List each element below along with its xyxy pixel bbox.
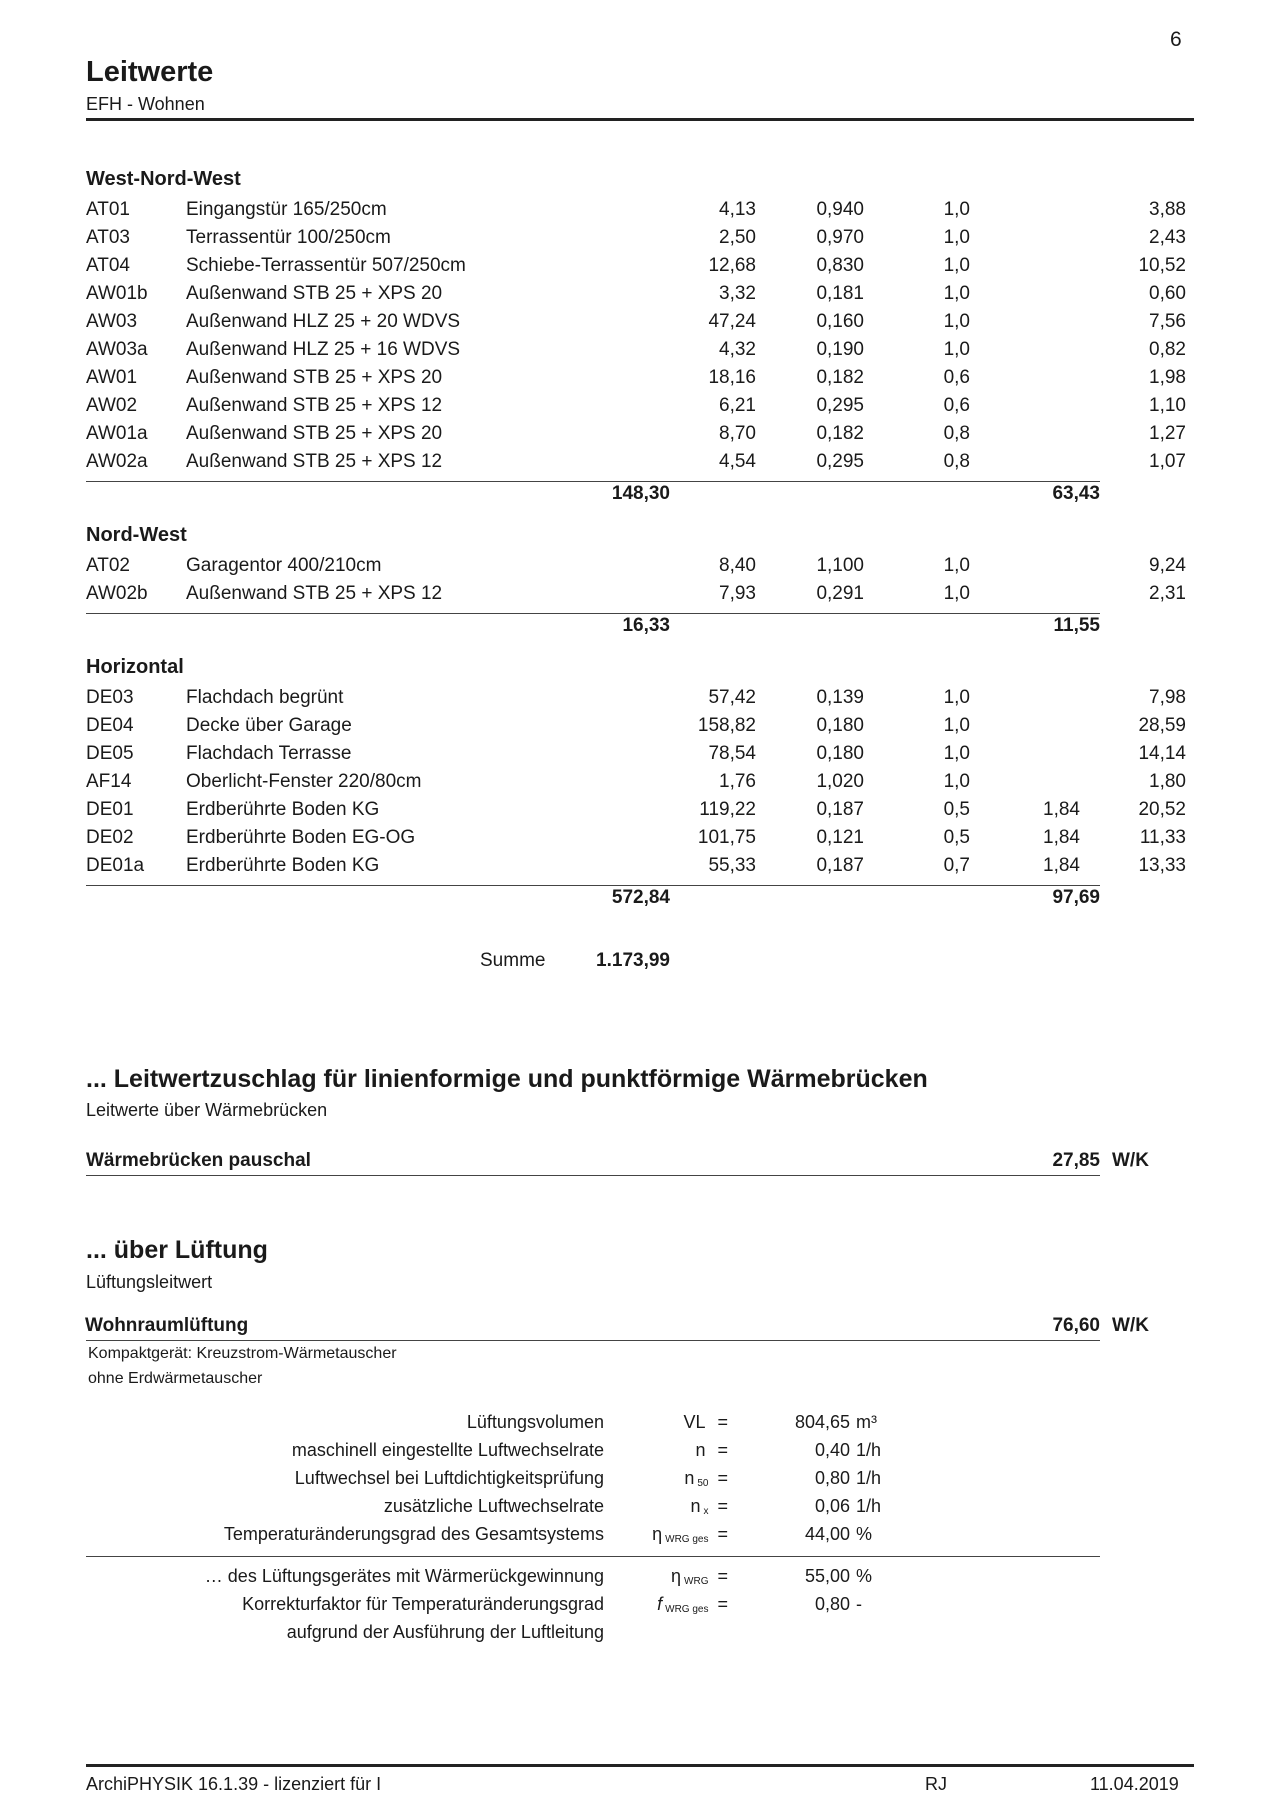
conductance-value: 28,59 — [1138, 715, 1186, 736]
area-value: 4,54 — [719, 451, 756, 472]
u-value: 0,180 — [816, 743, 864, 764]
param-unit: % — [856, 1566, 873, 1586]
ventilation-value: 76,60 — [1052, 1315, 1100, 1336]
area-value: 4,13 — [719, 199, 756, 220]
param-label: … des Lüftungsgerätes mit Wärmerückgewinnung — [204, 1566, 604, 1586]
u-value: 0,160 — [816, 311, 864, 332]
param-symbol-main: n — [695, 1440, 706, 1460]
area-value: 2,50 — [719, 227, 756, 248]
footer-initials: RJ — [925, 1774, 947, 1794]
area-value: 119,22 — [699, 799, 756, 820]
factor-value: 1,0 — [943, 555, 970, 576]
area-value: 8,70 — [719, 423, 756, 444]
param-symbol — [640, 1496, 728, 1517]
table-row — [86, 283, 1186, 311]
u-value: 0,830 — [816, 255, 864, 276]
u-value: 0,180 — [816, 715, 864, 736]
table-row — [86, 743, 1186, 771]
table-row — [86, 311, 1186, 339]
u-value: 0,295 — [816, 451, 864, 472]
element-name: Erdberührte Boden EG-OG — [186, 827, 416, 848]
element-code: AF14 — [86, 771, 132, 792]
ventilation-note-ground: ohne Erdwärmetauscher — [88, 1370, 263, 1387]
element-name: Oberlicht-Fenster 220/80cm — [186, 771, 422, 792]
element-name: Außenwand STB 25 + XPS 20 — [186, 283, 443, 304]
footer-rule — [86, 1764, 1194, 1767]
table-row — [86, 555, 1186, 583]
thermal-bridges-unit: W/K — [1112, 1150, 1149, 1171]
ventilation-rule — [86, 1340, 1100, 1341]
area-value: 1,76 — [719, 771, 756, 792]
conductance-value: 11,33 — [1139, 827, 1186, 848]
factor-value: 1,0 — [943, 339, 970, 360]
param-label: maschinell eingestellte Luftwechselrate — [291, 1440, 604, 1460]
param-symbol — [640, 1412, 728, 1433]
param-symbol — [640, 1594, 728, 1615]
conductance-value: 1,80 — [1149, 771, 1186, 792]
section-total-conductance: 97,69 — [1052, 887, 1100, 908]
summe-label: Summe — [480, 950, 546, 971]
u-value: 0,940 — [816, 199, 864, 220]
param-equals: = — [717, 1496, 728, 1516]
ventilation-subheading: Lüftungsleitwert — [86, 1272, 213, 1292]
conductance-value: 1,98 — [1149, 367, 1186, 388]
param-unit: m³ — [856, 1412, 877, 1432]
page-subtitle: EFH - Wohnen — [86, 94, 205, 114]
area-value: 101,75 — [697, 827, 756, 848]
u-value: 0,291 — [816, 583, 864, 604]
factor-value: 1,0 — [943, 583, 970, 604]
u-value: 0,121 — [816, 827, 864, 848]
area-value: 57,42 — [708, 687, 756, 708]
section-total-rule — [86, 613, 1100, 614]
table-row — [86, 451, 1186, 479]
param-symbol-main: n — [690, 1496, 701, 1516]
table-row — [86, 687, 1186, 715]
ground-factor-value: 1,84 — [1043, 799, 1080, 820]
header-rule — [86, 118, 1194, 121]
conductance-value: 0,82 — [1149, 339, 1186, 360]
element-name: Eingangstür 165/250cm — [186, 199, 387, 220]
thermal-bridges-label: Wärmebrücken pauschal — [86, 1150, 311, 1171]
conductance-value: 13,33 — [1138, 855, 1186, 876]
u-value: 1,100 — [816, 555, 864, 576]
param-value: 0,06 — [814, 1496, 850, 1516]
param-label: Luftwechsel bei Luftdichtigkeitsprüfung — [294, 1468, 604, 1488]
table-row — [86, 255, 1186, 283]
param-symbol-main: VL — [683, 1412, 706, 1432]
page-title: Leitwerte — [86, 56, 214, 88]
param-label: Lüftungsvolumen — [466, 1412, 604, 1432]
param-unit: 1/h — [856, 1440, 882, 1460]
table-row — [86, 339, 1186, 367]
u-value: 0,182 — [816, 367, 864, 388]
element-code: AW02b — [86, 583, 148, 604]
element-name: Außenwand STB 25 + XPS 20 — [186, 423, 443, 444]
factor-value: 0,7 — [943, 855, 970, 876]
element-name: Außenwand HLZ 25 + 16 WDVS — [186, 339, 461, 360]
thermal-bridges-rule — [86, 1175, 1100, 1176]
conductance-value: 7,56 — [1149, 311, 1186, 332]
param-value: 44,00 — [804, 1524, 850, 1544]
table-row — [86, 227, 1186, 255]
element-code: AW01 — [86, 367, 138, 388]
param-value: 804,65 — [794, 1412, 850, 1432]
table-row — [86, 799, 1186, 827]
param-unit: 1/h — [856, 1468, 882, 1488]
factor-value: 1,0 — [943, 283, 970, 304]
element-code: DE01a — [86, 855, 145, 876]
u-value: 0,295 — [816, 395, 864, 416]
param-symbol-main: n — [684, 1468, 695, 1488]
param-equals: = — [717, 1440, 728, 1460]
area-value: 55,33 — [708, 855, 756, 876]
area-value: 4,32 — [719, 339, 756, 360]
element-code: DE03 — [86, 687, 134, 708]
section-heading: Nord-West — [86, 524, 187, 546]
factor-value: 0,8 — [943, 451, 970, 472]
element-name: Erdberührte Boden KG — [186, 855, 380, 876]
factor-value: 1,0 — [943, 743, 970, 764]
thermal-bridges-value: 27,85 — [1052, 1150, 1100, 1171]
param-symbol — [640, 1622, 728, 1643]
param-symbol-subscript: x — [703, 1506, 709, 1517]
element-code: AT02 — [86, 555, 131, 576]
section-total-area: 572,84 — [611, 887, 670, 908]
element-code: AW01a — [86, 423, 148, 444]
u-value: 0,187 — [816, 799, 864, 820]
ground-factor-value: 1,84 — [1043, 855, 1080, 876]
element-code: AT04 — [86, 255, 131, 276]
param-unit: % — [856, 1524, 873, 1544]
factor-value: 0,5 — [943, 827, 970, 848]
element-code: AW02 — [86, 395, 138, 416]
conductance-value: 2,31 — [1149, 583, 1186, 604]
element-name: Flachdach Terrasse — [186, 743, 352, 764]
factor-value: 1,0 — [943, 255, 970, 276]
table-row — [86, 827, 1186, 855]
section-heading: West-Nord-West — [86, 168, 241, 190]
param-value: 0,80 — [814, 1468, 850, 1488]
area-value: 6,21 — [719, 395, 756, 416]
conductance-value: 0,60 — [1149, 283, 1186, 304]
factor-value: 1,0 — [943, 715, 970, 736]
conductance-value: 2,43 — [1149, 227, 1186, 248]
footer-date: 11.04.2019 — [1090, 1774, 1179, 1794]
conductance-value: 1,27 — [1149, 423, 1186, 444]
section-total-rule — [86, 481, 1100, 482]
summe-value: 1.173,99 — [596, 950, 670, 971]
u-value: 0,139 — [816, 687, 864, 708]
table-row — [86, 715, 1186, 743]
factor-value: 0,5 — [943, 799, 970, 820]
param-equals: = — [717, 1594, 728, 1614]
conductance-value: 1,07 — [1149, 451, 1186, 472]
u-value: 0,182 — [816, 423, 864, 444]
area-value: 158,82 — [697, 715, 756, 736]
section-total-conductance: 11,55 — [1053, 615, 1100, 636]
param-symbol-subscript: 50 — [697, 1478, 709, 1489]
conductance-value: 14,14 — [1138, 743, 1186, 764]
element-name: Schiebe-Terrassentür 507/250cm — [186, 255, 466, 276]
ventilation-heading: ... über Lüftung — [86, 1236, 268, 1264]
element-name: Terrassentür 100/250cm — [186, 227, 391, 248]
param-label: Korrekturfaktor für Temperaturänderungsgrad — [242, 1594, 604, 1614]
param-symbol-main: f — [657, 1594, 663, 1614]
area-value: 3,32 — [719, 283, 756, 304]
factor-value: 1,0 — [943, 771, 970, 792]
thermal-bridges-subheading: Leitwerte über Wärmebrücken — [86, 1100, 328, 1120]
param-unit: 1/h — [856, 1496, 882, 1516]
param-unit: - — [856, 1594, 862, 1614]
section-total-rule — [86, 885, 1100, 886]
param-symbol — [640, 1468, 728, 1489]
u-value: 0,181 — [816, 283, 864, 304]
factor-value: 1,0 — [943, 311, 970, 332]
element-code: AT01 — [86, 199, 131, 220]
factor-value: 0,6 — [943, 367, 970, 388]
table-row — [86, 199, 1186, 227]
element-name: Garagentor 400/210cm — [186, 555, 382, 576]
u-value: 1,020 — [816, 771, 864, 792]
param-equals: = — [717, 1566, 728, 1586]
conductance-value: 20,52 — [1138, 799, 1186, 820]
element-code: DE02 — [86, 827, 134, 848]
u-value: 0,970 — [816, 227, 864, 248]
section-total-area: 148,30 — [611, 483, 670, 504]
ventilation-note-device: Kompaktgerät: Kreuzstrom-Wärmetauscher — [88, 1345, 397, 1362]
factor-value: 1,0 — [943, 687, 970, 708]
area-value: 7,93 — [719, 583, 756, 604]
param-label: Temperaturänderungsgrad des Gesamtsystems — [223, 1524, 604, 1544]
param-symbol-subscript: WRG — [684, 1576, 709, 1587]
element-code: DE05 — [86, 743, 134, 764]
area-value: 18,16 — [708, 367, 756, 388]
conductance-value: 3,88 — [1149, 199, 1186, 220]
element-name: Erdberührte Boden KG — [186, 799, 380, 820]
param-symbol-main: η — [671, 1566, 682, 1586]
element-name: Außenwand HLZ 25 + 20 WDVS — [186, 311, 461, 332]
conductance-value: 7,98 — [1149, 687, 1186, 708]
table-row — [86, 423, 1186, 451]
conductance-value: 9,24 — [1149, 555, 1186, 576]
param-value: 55,00 — [804, 1566, 850, 1586]
table-row — [86, 395, 1186, 423]
ventilation-unit: W/K — [1112, 1315, 1149, 1336]
footer-software: ArchiPHYSIK 16.1.39 - lizenziert für I — [86, 1774, 382, 1794]
param-equals: = — [717, 1524, 728, 1544]
param-symbol-subscript: WRG ges — [665, 1604, 709, 1615]
param-value: 0,40 — [814, 1440, 850, 1460]
param-symbol — [640, 1524, 728, 1545]
param-equals: = — [717, 1412, 728, 1432]
element-code: AW03 — [86, 311, 138, 332]
ground-factor-value: 1,84 — [1043, 827, 1080, 848]
element-code: AW02a — [86, 451, 148, 472]
u-value: 0,190 — [816, 339, 864, 360]
thermal-bridges-heading: ... Leitwertzuschlag für linienformige und punktförmige Wärmebrücken — [86, 1065, 928, 1093]
element-code: DE04 — [86, 715, 134, 736]
element-code: AW03a — [86, 339, 148, 360]
param-symbol-subscript: WRG ges — [665, 1534, 709, 1545]
section-total-conductance: 63,43 — [1052, 483, 1100, 504]
element-name: Decke über Garage — [186, 715, 352, 736]
table-row — [86, 583, 1186, 611]
conductance-value: 10,52 — [1138, 255, 1186, 276]
element-code: AT03 — [86, 227, 131, 248]
table-row — [86, 771, 1186, 799]
table-row — [86, 367, 1186, 395]
area-value: 78,54 — [708, 743, 756, 764]
ventilation-label: Wohnraumlüftung — [85, 1315, 249, 1336]
area-value: 47,24 — [708, 311, 756, 332]
ventilation-params-rule — [86, 1556, 1100, 1557]
area-value: 12,68 — [708, 255, 756, 276]
element-name: Außenwand STB 25 + XPS 12 — [186, 451, 443, 472]
element-name: Außenwand STB 25 + XPS 20 — [186, 367, 443, 388]
param-label: zusätzliche Luftwechselrate — [383, 1496, 604, 1516]
element-name: Außenwand STB 25 + XPS 12 — [186, 395, 443, 416]
factor-value: 1,0 — [943, 199, 970, 220]
u-value: 0,187 — [816, 855, 864, 876]
param-value: 0,80 — [814, 1594, 850, 1614]
param-equals: = — [717, 1468, 728, 1488]
page-number: 6 — [1170, 28, 1182, 51]
param-label: aufgrund der Ausführung der Luftleitung — [286, 1622, 604, 1642]
factor-value: 1,0 — [943, 227, 970, 248]
element-name: Außenwand STB 25 + XPS 12 — [186, 583, 443, 604]
conductance-value: 1,10 — [1149, 395, 1186, 416]
element-code: DE01 — [86, 799, 134, 820]
param-symbol-main: η — [652, 1524, 663, 1544]
section-total-area: 16,33 — [622, 615, 670, 636]
table-row — [86, 855, 1186, 883]
factor-value: 0,8 — [943, 423, 970, 444]
factor-value: 0,6 — [943, 395, 970, 416]
element-code: AW01b — [86, 283, 148, 304]
element-name: Flachdach begrünt — [186, 687, 344, 708]
area-value: 8,40 — [719, 555, 756, 576]
section-heading: Horizontal — [86, 656, 184, 678]
param-symbol — [640, 1566, 728, 1587]
param-symbol — [640, 1440, 728, 1461]
